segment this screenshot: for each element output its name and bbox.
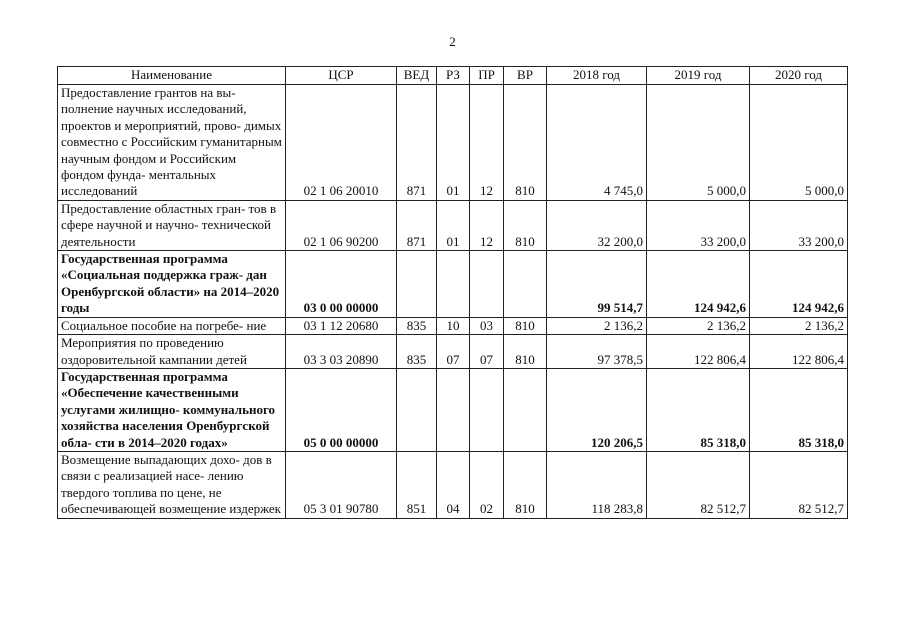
header-2020: 2020 год <box>750 67 848 85</box>
row-pr: 02 <box>470 451 504 518</box>
row-rz <box>437 368 470 451</box>
row-vr: 810 <box>504 335 547 369</box>
row-pr: 03 <box>470 317 504 334</box>
header-2019: 2019 год <box>647 67 750 85</box>
row-2019: 33 200,0 <box>647 200 750 250</box>
row-ved: 835 <box>397 335 437 369</box>
row-csr: 03 1 12 20680 <box>286 317 397 334</box>
row-ved: 851 <box>397 451 437 518</box>
header-name: Наименование <box>58 67 286 85</box>
header-2018: 2018 год <box>547 67 647 85</box>
row-ved: 835 <box>397 317 437 334</box>
row-2019: 2 136,2 <box>647 317 750 334</box>
row-2018: 120 206,5 <box>547 368 647 451</box>
table-row <box>58 451 848 518</box>
header-rz: РЗ <box>437 67 470 85</box>
row-csr: 05 0 00 00000 <box>286 368 397 451</box>
row-pr: 12 <box>470 200 504 250</box>
header-pr: ПР <box>470 67 504 85</box>
header-ved: ВЕД <box>397 67 437 85</box>
row-2018: 32 200,0 <box>547 200 647 250</box>
row-name: Возмещение выпадающих дохо- дов в связи с реализацией насе- лению твердого топлива по цене, не обеспечивающей возмещение издержек <box>58 451 286 518</box>
row-rz: 07 <box>437 335 470 369</box>
row-2020: 82 512,7 <box>750 451 848 518</box>
row-vr: 810 <box>504 317 547 334</box>
table-row <box>58 85 848 201</box>
table-header-row <box>58 67 848 85</box>
row-rz <box>437 251 470 318</box>
budget-table <box>57 66 848 519</box>
row-csr: 03 3 03 20890 <box>286 335 397 369</box>
row-pr: 07 <box>470 335 504 369</box>
table-row <box>58 200 848 250</box>
row-2018: 2 136,2 <box>547 317 647 334</box>
row-name: Государственная программа «Обеспечение качественными услугами жилищно- коммунального хозяйства населения Оренбургской обла- сти в 2014–2020 годах» <box>58 368 286 451</box>
table-row <box>58 335 848 369</box>
row-ved <box>397 251 437 318</box>
row-name: Предоставление областных гран- тов в сфере научной и научно- технической деятельности <box>58 200 286 250</box>
row-2020: 85 318,0 <box>750 368 848 451</box>
header-csr: ЦСР <box>286 67 397 85</box>
row-rz: 01 <box>437 85 470 201</box>
row-2018: 97 378,5 <box>547 335 647 369</box>
row-name: Мероприятия по проведению оздоровительной кампании детей <box>58 335 286 369</box>
row-csr: 02 1 06 20010 <box>286 85 397 201</box>
table-row <box>58 368 848 451</box>
row-csr: 03 0 00 00000 <box>286 251 397 318</box>
row-2019: 5 000,0 <box>647 85 750 201</box>
row-name: Государственная программа «Социальная поддержка граж- дан Оренбургской области» на 2014–2020 годы <box>58 251 286 318</box>
row-2018: 99 514,7 <box>547 251 647 318</box>
row-vr <box>504 368 547 451</box>
row-2019: 124 942,6 <box>647 251 750 318</box>
row-2019: 85 318,0 <box>647 368 750 451</box>
row-2018: 118 283,8 <box>547 451 647 518</box>
header-vr: ВР <box>504 67 547 85</box>
row-2020: 122 806,4 <box>750 335 848 369</box>
table-row <box>58 251 848 318</box>
row-vr: 810 <box>504 200 547 250</box>
row-rz: 01 <box>437 200 470 250</box>
row-pr <box>470 251 504 318</box>
row-name: Предоставление грантов на вы- полнение научных исследований, проектов и мероприятий, прово- димых совместно с Российским гуманитарным научным фондом и Российским фондом фунда- ментальных исследований <box>58 85 286 201</box>
table-row <box>58 317 848 334</box>
row-2020: 2 136,2 <box>750 317 848 334</box>
row-ved: 871 <box>397 85 437 201</box>
row-csr: 02 1 06 90200 <box>286 200 397 250</box>
row-2020: 33 200,0 <box>750 200 848 250</box>
row-2019: 82 512,7 <box>647 451 750 518</box>
row-2020: 5 000,0 <box>750 85 848 201</box>
page-number: 2 <box>449 34 456 49</box>
row-vr <box>504 251 547 318</box>
row-ved: 871 <box>397 200 437 250</box>
row-csr: 05 3 01 90780 <box>286 451 397 518</box>
row-rz: 04 <box>437 451 470 518</box>
row-rz: 10 <box>437 317 470 334</box>
row-2018: 4 745,0 <box>547 85 647 201</box>
row-pr <box>470 368 504 451</box>
row-name: Социальное пособие на погребе- ние <box>58 317 286 334</box>
row-ved <box>397 368 437 451</box>
row-2020: 124 942,6 <box>750 251 848 318</box>
row-pr: 12 <box>470 85 504 201</box>
row-vr: 810 <box>504 451 547 518</box>
row-vr: 810 <box>504 85 547 201</box>
row-2019: 122 806,4 <box>647 335 750 369</box>
